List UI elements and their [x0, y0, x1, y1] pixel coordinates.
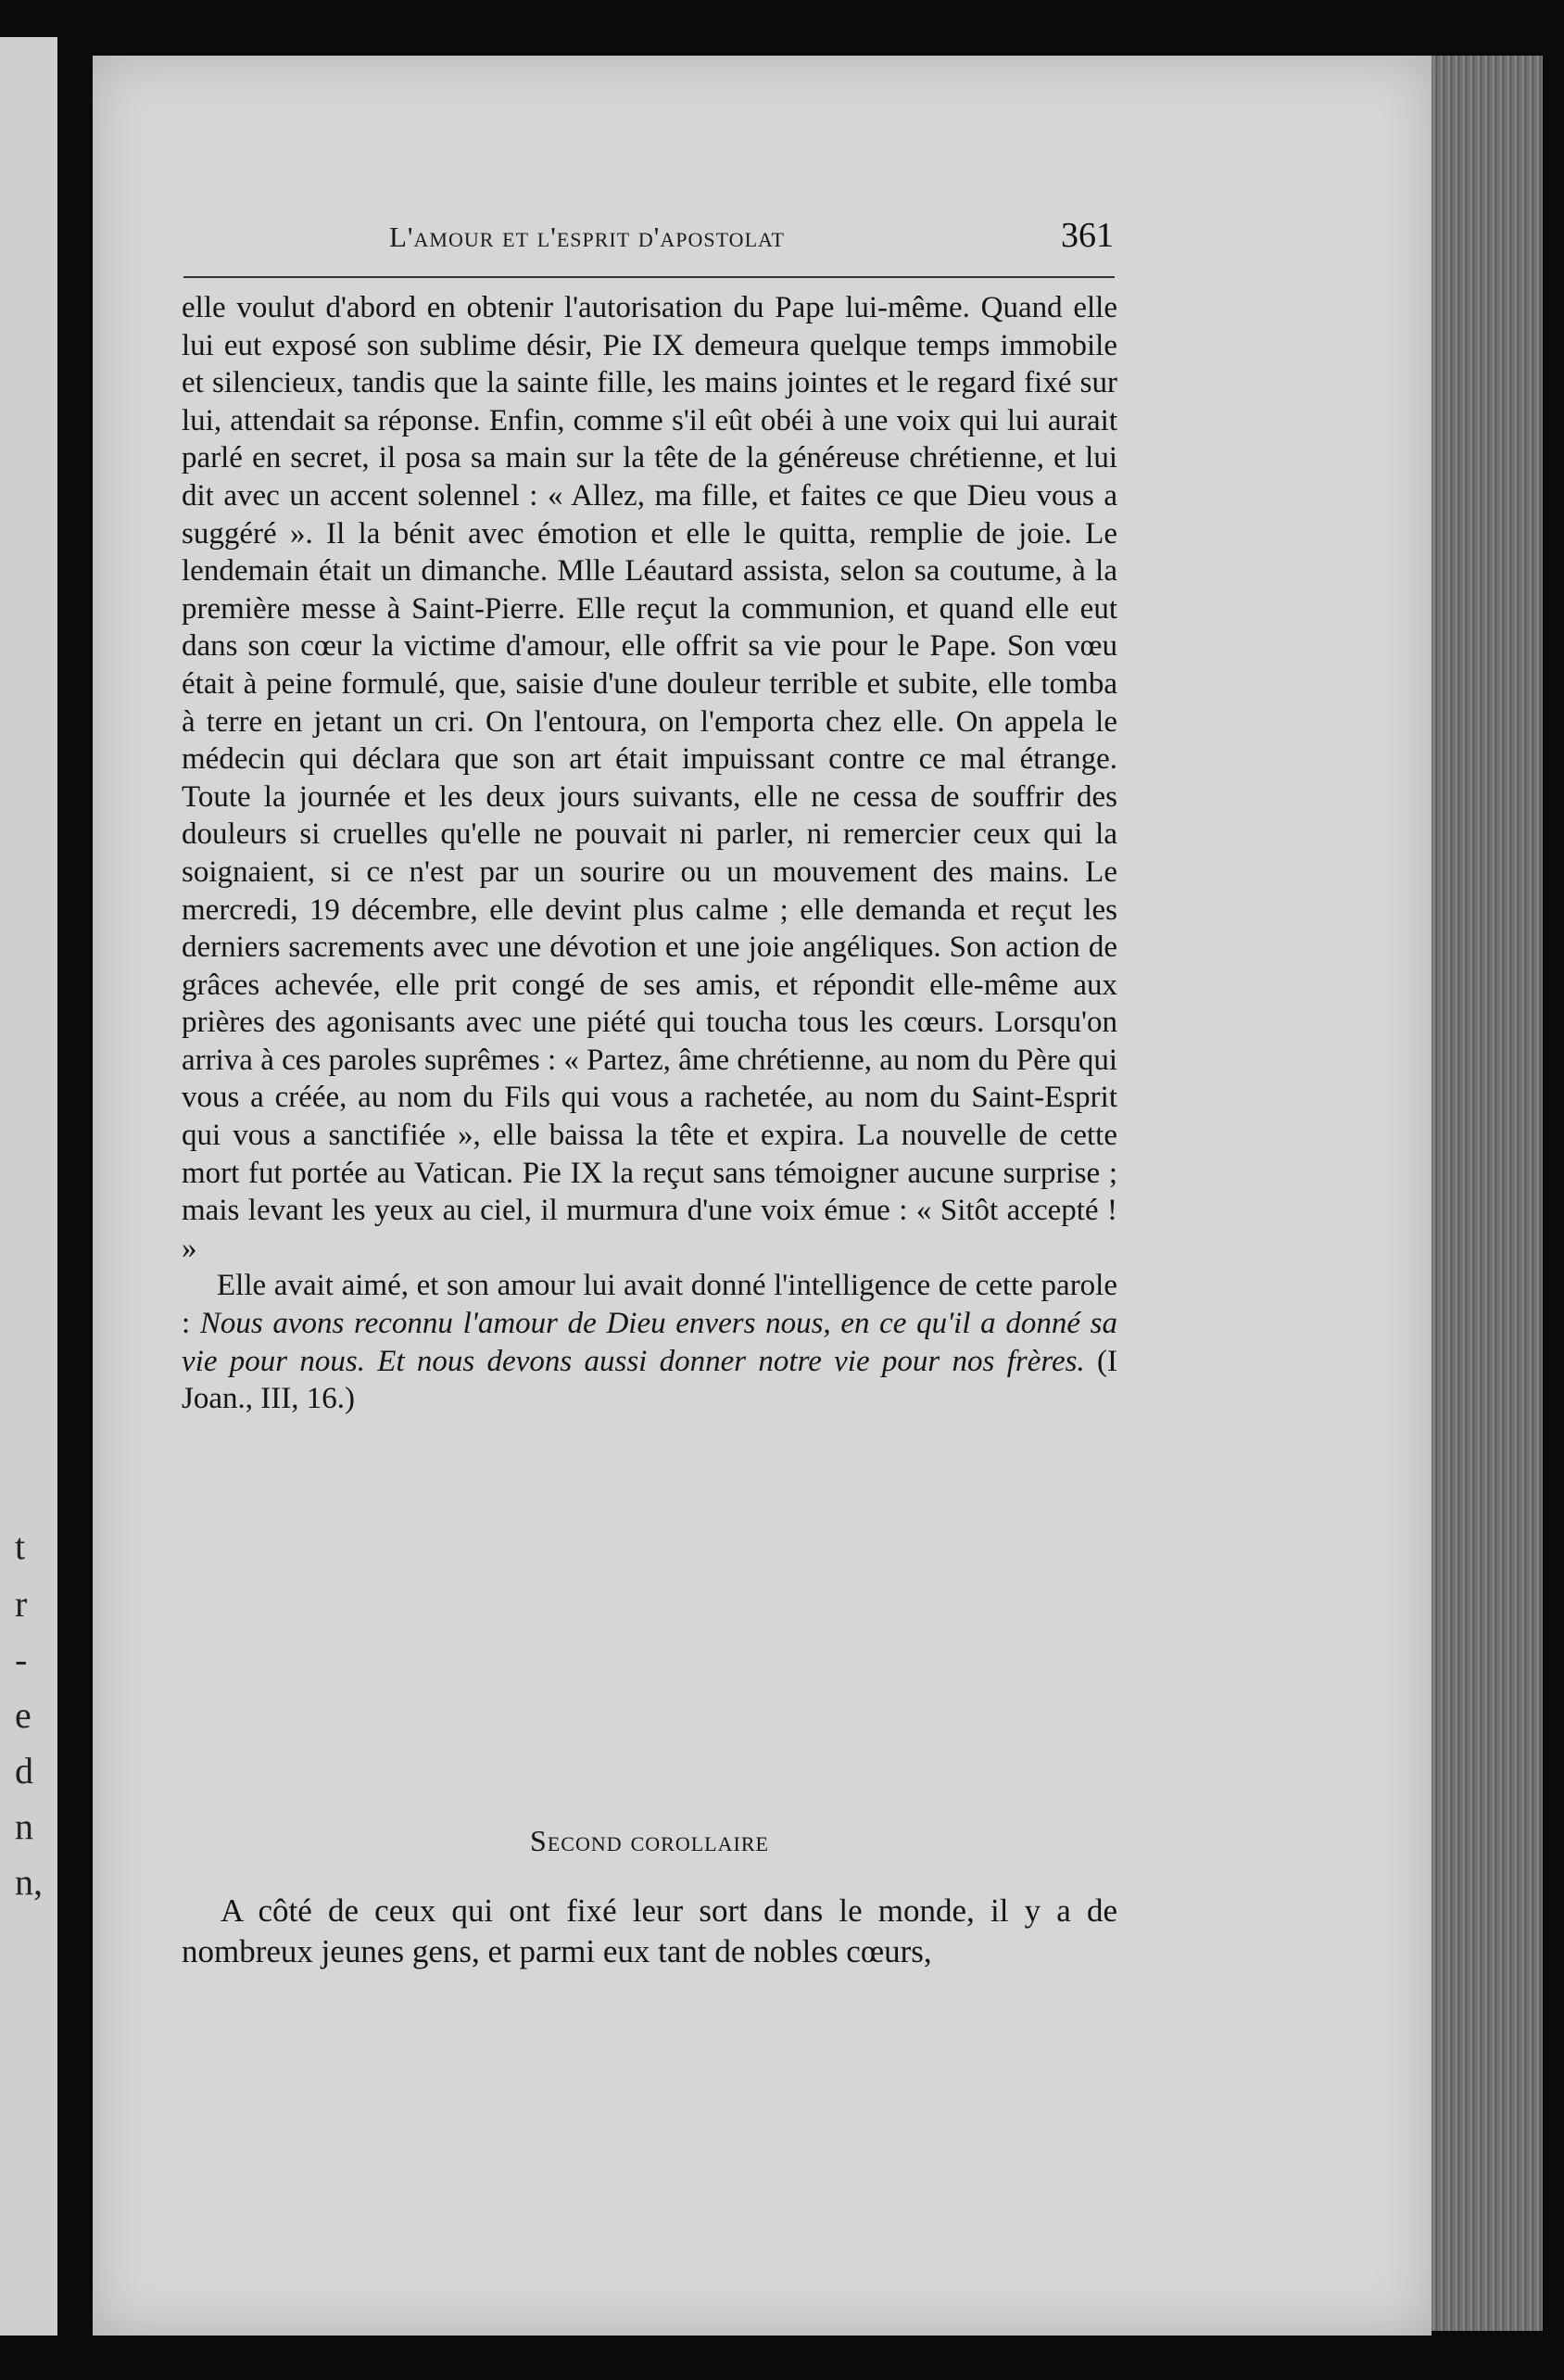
facing-glyph: - — [15, 1639, 28, 1680]
facing-glyph: e — [15, 1694, 32, 1736]
running-title: L'amour et l'esprit d'apostolat — [389, 221, 785, 253]
paragraph-2-lead: Elle avait aimé, et son amour lui avait donné l'intelligence de cette parole : — [182, 1269, 1117, 1341]
paragraph-2 — [182, 1267, 1117, 1417]
main-text — [182, 289, 1117, 1418]
section-text — [182, 1891, 1117, 1972]
paragraph-1: elle voulut d'abord en obtenir l'autorisation du Pape lui-même. Quand elle lui eut exposé son sublime désir, Pie IX demeura quelque temps immobile et silencieux, tandis que la sainte fille, les mains jointes et le regard fixé sur lui, attendait sa réponse. Enfin, comme s'il eût obéi à une voix qui lui aurait parlé en secret, il posa sa main sur la tête de la généreuse chrétienne, et lui dit avec un accent solennel : « Allez, ma fille, et faites ce que Dieu vous a suggéré ». Il la bénit avec émotion et elle le quitta, remplie de joie. Le lendemain était un dimanche. Mlle Léautard assista, selon sa coutume, à la première messe à Saint-Pierre. Elle reçut la communion, et quand elle eut dans son cœur la victime d'amour, elle offrit sa vie pour le Pape. Son vœu était à peine formulé, que, saisie d'une douleur terrible et subite, elle tomba à terre en jetant un cri. On l'entoura, on l'emporta chez elle. On appela le médecin qui déclara que son art était impuissant contre ce mal étrange. Toute la journée et les deux jours suivants, elle ne cessa de souffrir des douleurs si cruelles qu'elle ne pouvait ni parler, ni remercier ceux qui la soignaient, si ce n'est par un sourire ou un mouvement des mains. Le mercredi, 19 décembre, elle devint plus calme ; elle demanda et reçut les derniers sacrements avec une dévotion et une joie angéliques. Son action de grâces achevée, elle prit congé de ses amis, et répondit elle-même aux prières des agonisants avec une piété qui toucha tous les cœurs. Lorsqu'on arriva à ces paroles suprêmes : « Partez, âme chrétienne, au nom du Père qui vous a créée, au nom du Fils qui vous a rachetée, au nom du Saint-Esprit qui vous a sanctifiée », elle baissa la tête et expira. La nouvelle de cette mort fut portée au Vatican. Pie IX la reçut sans témoigner aucune surprise ; mais levant les yeux au ciel, il murmura d'une voix émue : « Sitôt accepté ! » — [182, 291, 1117, 1265]
facing-glyph: t — [15, 1525, 26, 1567]
paragraph-3: A côté de ceux qui ont fixé leur sort dans le monde, il y a de nombreux jeunes gens, et parmi eux tant de nobles cœurs, — [182, 1893, 1117, 1969]
section-heading: Second corollaire — [530, 1824, 769, 1857]
scripture-quote: Nous avons reconnu l'amour de Dieu envers nous, en ce qu'il a donné sa vie pour nous. Et nous devons aussi donner notre vie pour nos frères. — [182, 1307, 1117, 1378]
facing-glyph: r — [15, 1583, 28, 1625]
header-rule — [183, 276, 1115, 278]
page-number: 361 — [1061, 216, 1114, 255]
scripture-reference: (I Joan., III, 16.) — [182, 1344, 1117, 1416]
facing-glyph: n — [15, 1805, 33, 1847]
facing-page-edge — [0, 37, 57, 2336]
facing-glyph: n, — [15, 1861, 43, 1903]
facing-glyph: d — [15, 1750, 33, 1791]
page-edges — [1432, 56, 1543, 2331]
